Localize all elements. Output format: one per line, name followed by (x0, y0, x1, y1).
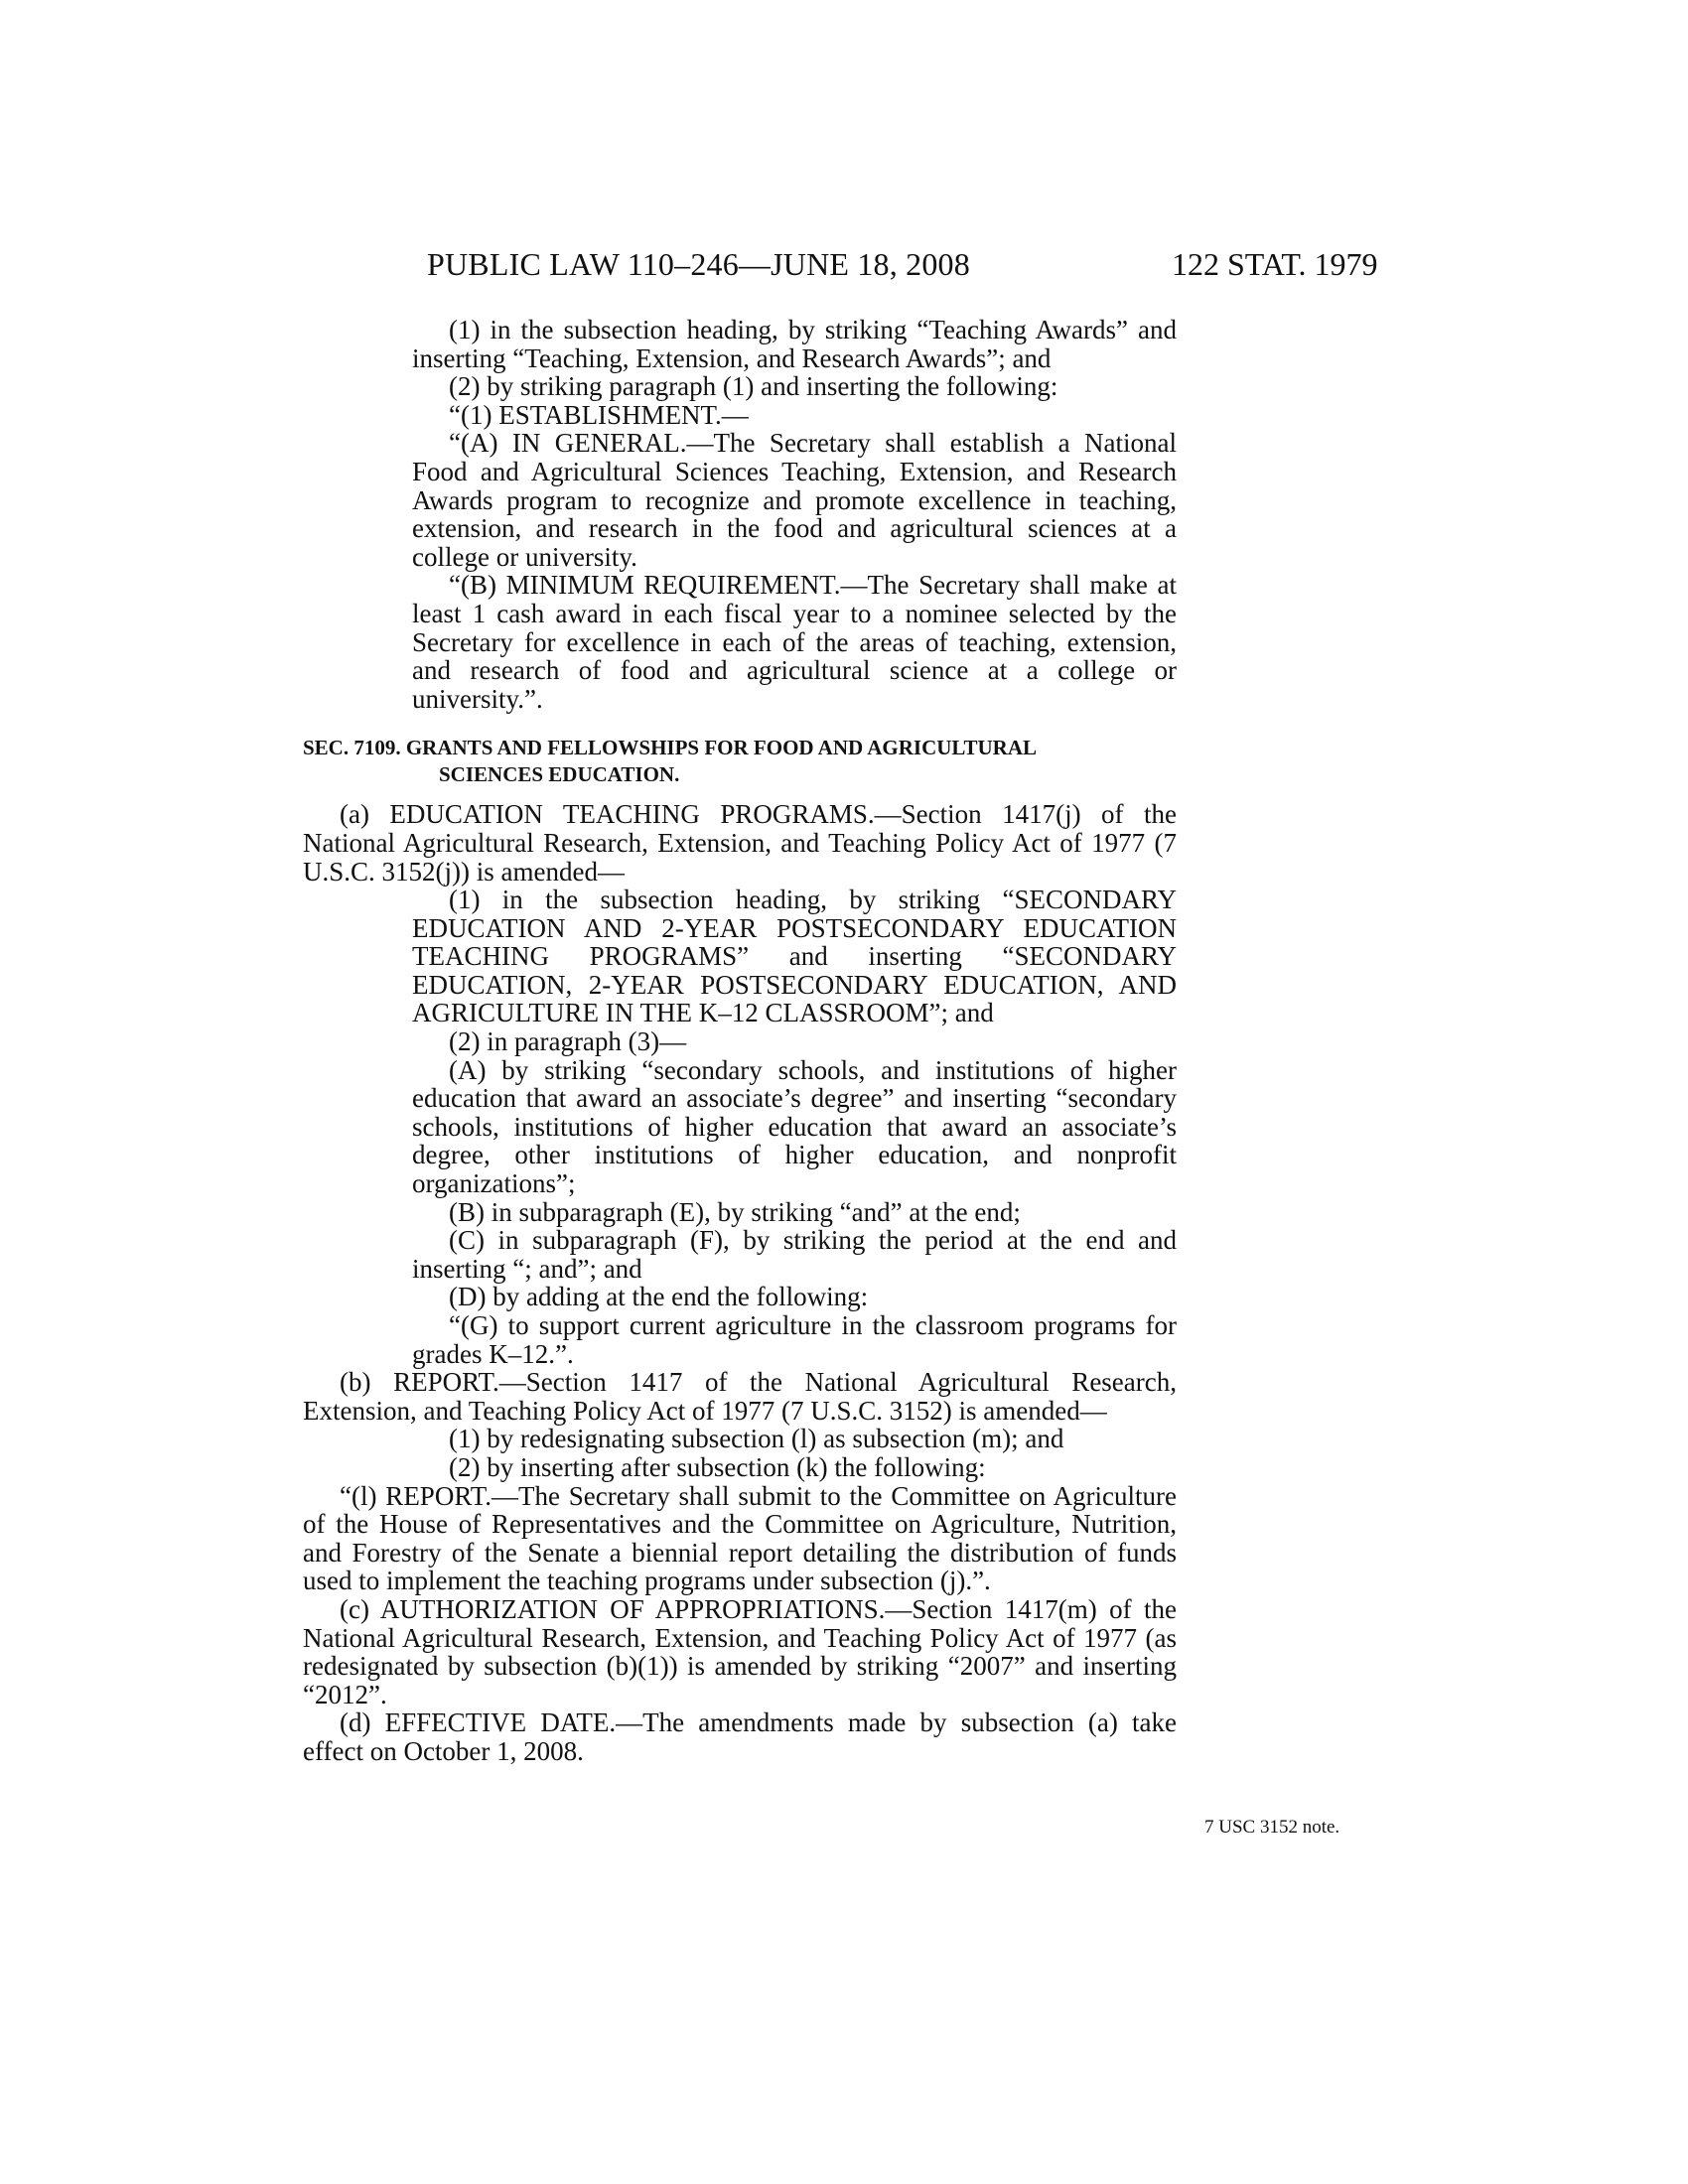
paragraph: “(G) to support current agriculture in the classroom programs for grades K–12.”. (412, 1310, 1177, 1369)
paragraph: (c) AUTHORIZATION OF APPROPRIATIONS.—Section 1417(m) of the National Agricultural Research, Extension, and Teaching Policy Act of 1977 (as redesignated by subsection (b)(1)) is amended by striking “2007” and inserting “2012”. (303, 1593, 1177, 1709)
paragraph: (2) by inserting after subsection (k) the following: (449, 1451, 986, 1482)
section-heading-line: SEC. 7109. GRANTS AND FELLOWSHIPS FOR FOOD AND AGRICULTURAL (303, 736, 1038, 760)
paragraph: (1) in the subsection heading, by striking “SECONDARY EDUCATION AND 2-YEAR POSTSECONDARY EDUCATION TEACHING PROGRAMS” and inserting “SECONDARY EDUCATION, 2-YEAR POSTSECONDARY EDUCATION, AND AGRICULTURE IN THE K–12 CLASSROOM”; and (412, 885, 1177, 1028)
running-header-page: 122 STAT. 1979 (1172, 246, 1378, 282)
paragraph: “(A) IN GENERAL.—The Secretary shall establish a National Food and Agricultural Sciences Teaching, Extension, and Research Awards program to recognize and promote excellence in teaching, extension, and research in the food and agricultural sciences at a college or university. (412, 428, 1177, 572)
paragraph: (2) in paragraph (3)— (449, 1026, 687, 1057)
paragraph: (2) by striking paragraph (1) and inserting the following: (449, 371, 1058, 402)
paragraph: “(B) MINIMUM REQUIREMENT.—The Secretary shall make at least 1 cash award in each fiscal year to a nominee selected by the Secretary for excellence in each of the areas of teaching, extension, and research of food and agricultural science at a college or university.”. (412, 570, 1177, 714)
margin-note: 7 USC 3152 note. (1204, 1817, 1340, 1838)
section-heading-line: SCIENCES EDUCATION. (439, 762, 680, 787)
paragraph: (1) in the subsection heading, by striking “Teaching Awards” and inserting “Teaching, Extension, and Research Awards”; and (412, 315, 1177, 373)
paragraph: “(1) ESTABLISHMENT.— (449, 399, 749, 430)
paragraph: (A) by striking “secondary schools, and institutions of higher education that award an associate’s degree” and inserting “secondary schools, institutions of higher education that award an associate’s degree, other institutions of higher education, and nonprofit organizations”; (412, 1054, 1177, 1199)
paragraph: (B) in subparagraph (E), by striking “and” at the end; (449, 1196, 1021, 1227)
paragraph: (b) REPORT.—Section 1417 of the National Agricultural Research, Extension, and Teaching Policy Act of 1977 (7 U.S.C. 3152) is amended— (303, 1367, 1177, 1426)
running-header-title: PUBLIC LAW 110–246—JUNE 18, 2008 (427, 246, 970, 282)
document-body (303, 316, 1177, 1766)
paragraph: (C) in subparagraph (F), by striking the period at the end and inserting “; and”; and (412, 1225, 1177, 1284)
paragraph: (a) EDUCATION TEACHING PROGRAMS.—Section 1417(j) of the National Agricultural Research, Extension, and Teaching Policy Act of 1977 (7 U.S.C. 3152(j)) is amended— (303, 799, 1177, 887)
paragraph: “(l) REPORT.—The Secretary shall submit to the Committee on Agriculture of the House of Representatives and the Committee on Agriculture, Nutrition, and Forestry of the Senate a biennial report detailing the distribution of funds used to implement the teaching programs under subsection (j).”. (303, 1480, 1177, 1596)
section-heading (303, 735, 1177, 788)
paragraph: (1) by redesignating subsection (l) as subsection (m); and (449, 1424, 1064, 1454)
paragraph: (D) by adding at the end the following: (449, 1282, 869, 1312)
paragraph: (d) EFFECTIVE DATE.—The amendments made by subsection (a) take effect on October 1, 2008. (303, 1707, 1177, 1766)
